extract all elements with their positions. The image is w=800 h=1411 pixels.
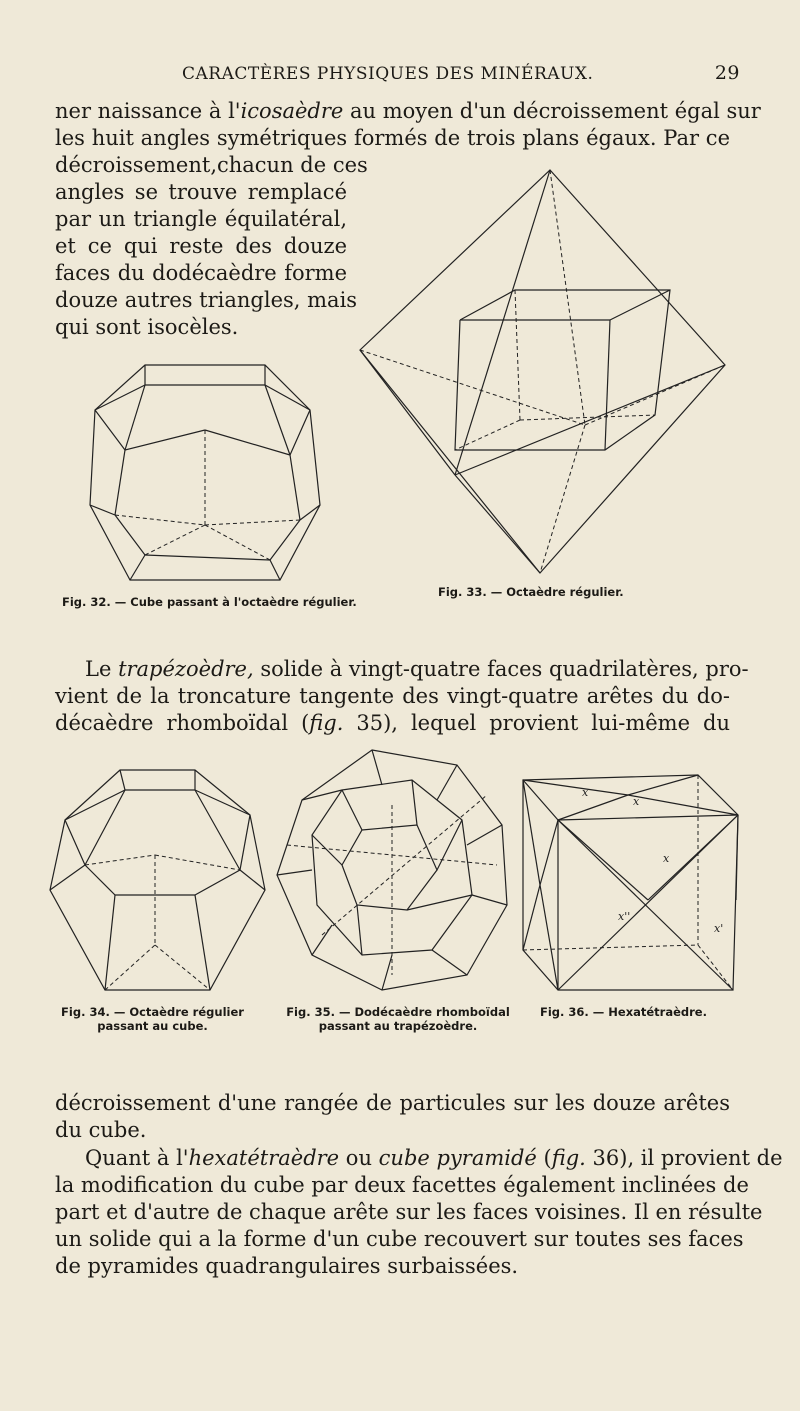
figure-33-caption: Fig. 33. — Octaèdre régulier. [438,585,624,599]
paragraph-line: la modification du cube par deux facettes également inclinées de [55,1173,749,1197]
figure-35-drawing [272,745,517,995]
paragraph-line: vient de la troncature tangente des vingt-quatre arêtes du do- [55,684,730,708]
figure-35-caption-line-1: Fig. 35. — Dodécaèdre rhomboïdal [286,1005,510,1019]
paragraph-1-column [55,152,368,341]
paragraph-line: un solide qui a la forme d'un cube recouvert sur toutes ses faces [55,1227,744,1251]
face-label: x' [714,922,724,935]
page-number: 29 [714,62,740,84]
paragraph-line: décaèdre rhomboïdal (fig. 35), lequel provient lui-même du [55,711,730,735]
figure-34 [45,765,270,995]
figure-33-drawing [355,165,745,580]
paragraph-line: du cube. [55,1118,147,1142]
figure-36-caption: Fig. 36. — Hexatétraèdre. [540,1005,707,1019]
paragraph-line: décroissement,chacun de ces [55,153,368,177]
paragraph-1 [55,98,761,152]
paragraph-line: part et d'autre de chaque arête sur les faces voisines. Il en résulte [55,1200,763,1224]
paragraph-line: Le trapézoèdre, solide à vingt-quatre faces quadrilatères, pro- [85,657,749,681]
figure-36-drawing [518,770,743,995]
figure-35-caption [268,1005,528,1033]
figure-36 [518,770,743,995]
paragraph-line: faces du dodécaèdre forme [55,261,347,285]
figure-34-caption-line-1: Fig. 34. — Octaèdre régulier [61,1005,244,1019]
face-label: x [663,852,670,865]
paragraph-line: les huit angles symétriques formés de trois plans égaux. Par ce [55,126,730,150]
face-label: x [582,786,589,799]
running-title: CARACTÈRES PHYSIQUES DES MINÉRAUX. [182,64,594,84]
paragraph-line: qui sont isocèles. [55,315,239,339]
figure-32 [75,355,335,595]
figure-35-caption-line-2: passant au trapézoèdre. [318,1019,478,1033]
figure-33 [355,165,745,580]
figure-32-caption: Fig. 32. — Cube passant à l'octaèdre régulier. [62,595,357,609]
page-header [50,58,740,88]
paragraph-line: de pyramides quadrangulaires surbaissées. [55,1254,519,1278]
figure-34-drawing [45,765,270,995]
paragraph-line: douze autres triangles, mais [55,288,358,312]
face-label: x'' [618,910,631,923]
paragraph-line: par un triangle équilatéral, [55,207,347,231]
paragraph-line: et ce qui reste des douze [55,234,347,258]
figure-34-caption [40,1005,265,1033]
paragraph-line: ner naissance à l'icosaèdre au moyen d'un décroissement égal sur [55,99,761,123]
paragraph-2 [55,656,749,737]
paragraph-line: décroissement d'une rangée de particules sur les douze arêtes [55,1091,730,1115]
figure-35 [272,745,517,995]
paragraph-3 [55,1090,730,1144]
figure-34-caption-line-2: passant au cube. [97,1019,208,1033]
paragraph-line: angles se trouve remplacé [55,180,347,204]
face-label: x [633,795,640,808]
figure-32-drawing [75,355,335,595]
paragraph-line: Quant à l'hexatétraèdre ou cube pyramidé (fig. 36), il provient de [85,1146,783,1170]
paragraph-4 [55,1145,783,1280]
